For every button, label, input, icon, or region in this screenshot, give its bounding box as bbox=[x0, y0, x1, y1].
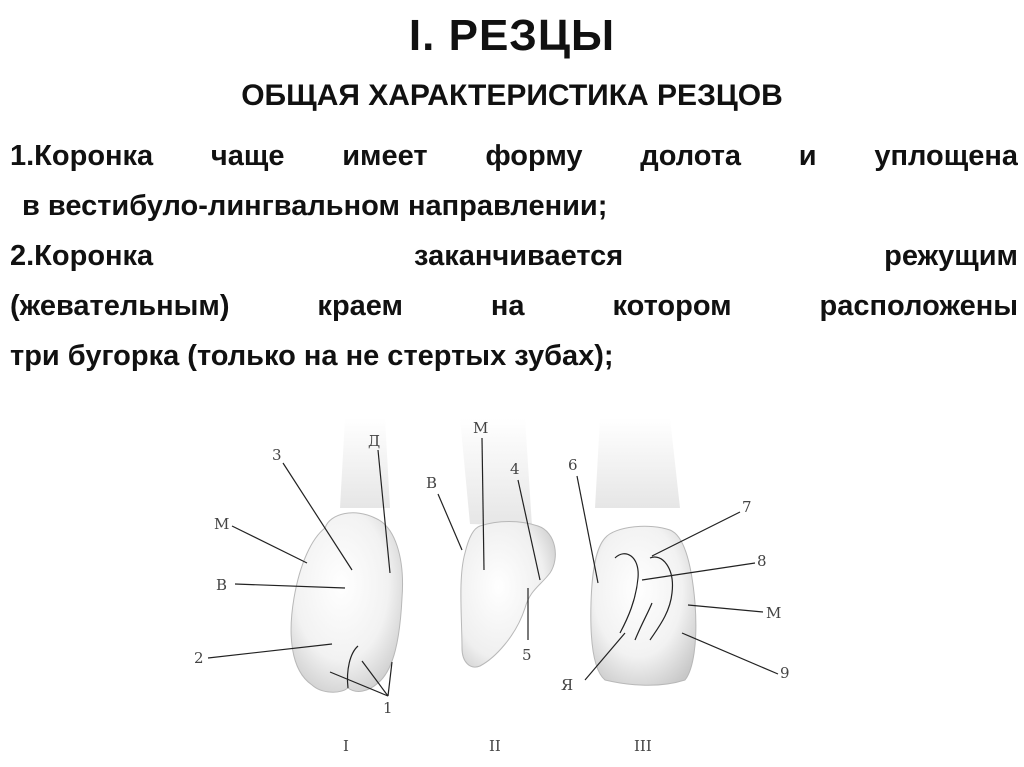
tooth-view-1 bbox=[291, 418, 402, 692]
characteristics-list bbox=[10, 132, 1018, 382]
tooth-2-crown bbox=[461, 522, 555, 668]
label-fig2-v: В bbox=[426, 474, 438, 492]
label-fig2-5: 5 bbox=[522, 646, 532, 664]
tooth-1-crown bbox=[291, 513, 402, 692]
label-fig1-m: М bbox=[214, 515, 230, 533]
tooth-2-root bbox=[460, 418, 532, 526]
tooth-3-crown bbox=[591, 526, 696, 685]
label-fig1-2: 2 bbox=[194, 649, 204, 667]
label-fig1-1: 1 bbox=[383, 699, 393, 717]
label-fig3-6: 6 bbox=[568, 456, 578, 474]
leader-fig2-v bbox=[438, 494, 462, 550]
tooth-view-3 bbox=[591, 418, 696, 685]
leader-fig3-9 bbox=[682, 633, 778, 674]
view-label-1: I bbox=[343, 737, 349, 755]
tooth-view-2 bbox=[460, 418, 555, 667]
label-fig1-d: Д bbox=[368, 432, 381, 450]
incisor-illustration bbox=[180, 408, 820, 767]
label-fig1-v: В bbox=[216, 576, 228, 594]
slide-title: I. РЕЗЦЫ bbox=[408, 11, 616, 60]
view-label-3: III bbox=[634, 737, 652, 755]
point-1-line-2: в вестибуло-лингвальном направлении; bbox=[22, 190, 608, 222]
label-fig1-3: 3 bbox=[272, 446, 282, 464]
incisor-drawing bbox=[180, 408, 820, 767]
point-2-line-3: три бугорка (только на не стертых зубах); bbox=[10, 340, 614, 372]
leader-fig3-6 bbox=[577, 476, 598, 583]
label-fig3-8: 8 bbox=[757, 552, 767, 570]
label-fig3-m: М bbox=[766, 604, 782, 622]
leader-fig3-m bbox=[688, 605, 763, 612]
label-fig2-m: М bbox=[473, 419, 489, 437]
tooth-3-root bbox=[595, 418, 680, 508]
point-2-line-1: 2.Коронка заканчивается режущим bbox=[10, 240, 1018, 272]
label-fig3-ya: Я bbox=[561, 676, 574, 694]
slide-subtitle: ОБЩАЯ ХАРАКТЕРИСТИКА РЕЗЦОВ bbox=[241, 79, 783, 112]
label-fig2-4: 4 bbox=[510, 460, 520, 478]
leader-fig1-m bbox=[232, 526, 307, 563]
view-label-2: II bbox=[489, 737, 501, 755]
label-fig3-9: 9 bbox=[780, 664, 790, 682]
point-2-line-2: (жевательным) краем на котором расположены bbox=[10, 290, 1018, 322]
label-fig3-7: 7 bbox=[742, 498, 752, 516]
point-1-line-1: 1.Коронка чаще имеет форму долота и уплощена bbox=[10, 140, 1018, 172]
